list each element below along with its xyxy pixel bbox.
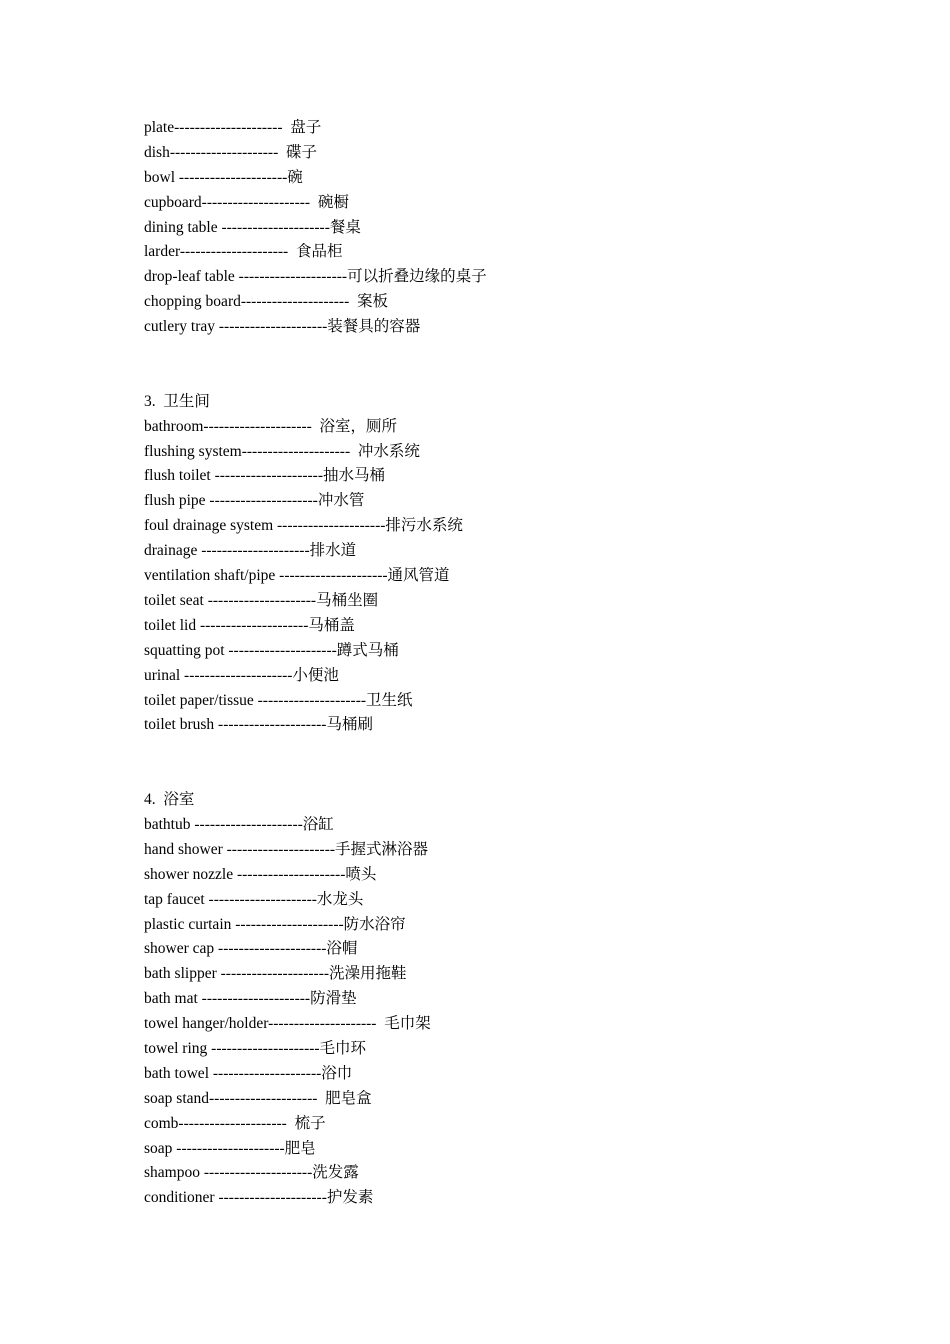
vocab-line-toilet-paper: toilet paper/tissue ---------------------卫生纸: [144, 691, 413, 709]
section-spacer: [144, 738, 904, 788]
vocab-line-drainage: drainage ---------------------排水道: [144, 542, 357, 560]
vocab-line-shampoo: shampoo ---------------------洗发露: [144, 1164, 359, 1182]
section-bathroom: [144, 788, 904, 1211]
vocab-line-squatting-pot: squatting pot ---------------------蹲式马桶: [144, 641, 399, 659]
vocab-line-plate: plate--------------------- 盘子: [144, 119, 322, 136]
vocab-line-bath-towel: bath towel ---------------------浴巾: [144, 1064, 353, 1082]
vocab-line-cupboard: cupboard--------------------- 碗橱: [144, 193, 349, 211]
vocab-line-larder: larder--------------------- 食品柜: [144, 243, 343, 261]
vocab-line-shower-nozzle: shower nozzle ---------------------喷头: [144, 865, 377, 883]
section-spacer: [144, 340, 904, 390]
section-kitchen-items: [144, 116, 904, 340]
vocab-line-flushing-system: flushing system--------------------- 冲水系统: [144, 442, 420, 460]
vocab-line-bath-mat: bath mat ---------------------防滑垫: [144, 990, 357, 1008]
vocab-line-foul-drainage-system: foul drainage system ---------------------排污水系统: [144, 517, 463, 535]
vocab-line-towel-hanger: towel hanger/holder--------------------- 毛巾架: [144, 1015, 431, 1033]
vocab-line-ventilation-shaft: ventilation shaft/pipe ---------------------通风管道: [144, 567, 450, 585]
vocab-line-flush-pipe: flush pipe ---------------------冲水管: [144, 492, 365, 510]
vocab-line-hand-shower: hand shower ---------------------手握式淋浴器: [144, 840, 429, 858]
section-heading: 4. 浴室: [144, 791, 195, 809]
vocab-line-shower-cap: shower cap ---------------------浴帽: [144, 940, 358, 958]
vocab-line-urinal: urinal ---------------------小便池: [144, 666, 339, 684]
vocab-line-comb: comb--------------------- 梳子: [144, 1114, 326, 1132]
section-heading: 3. 卫生间: [144, 392, 210, 410]
vocab-line-tap-faucet: tap faucet ---------------------水龙头: [144, 890, 364, 908]
vocab-line-bathtub: bathtub ---------------------浴缸: [144, 815, 334, 833]
vocab-line-dish: dish--------------------- 碟子: [144, 143, 317, 161]
vocab-line-toilet-lid: toilet lid ---------------------马桶盖: [144, 616, 355, 634]
vocab-line-bowl: bowl ---------------------碗: [144, 168, 303, 186]
vocab-line-bathroom: bathroom--------------------- 浴室，厕所: [144, 417, 398, 435]
vocab-line-towel-ring: towel ring ---------------------毛巾环: [144, 1039, 367, 1057]
vocab-line-bath-slipper: bath slipper ---------------------洗澡用拖鞋: [144, 965, 407, 983]
vocab-line-toilet-seat: toilet seat ---------------------马桶坐圈: [144, 591, 379, 609]
vocab-line-soap-stand: soap stand--------------------- 肥皂盒: [144, 1089, 372, 1107]
vocab-line-cutlery-tray: cutlery tray ---------------------装餐具的容器: [144, 318, 421, 336]
section-toilet: [144, 390, 904, 738]
vocab-line-drop-leaf-table: drop-leaf table ---------------------可以折叠边缘的桌子: [144, 268, 487, 286]
vocab-line-toilet-brush: toilet brush ---------------------马桶刷: [144, 716, 373, 734]
vocab-line-plastic-curtain: plastic curtain ---------------------防水浴帘: [144, 915, 406, 933]
vocab-line-soap: soap ---------------------肥皂: [144, 1139, 316, 1157]
vocab-line-conditioner: conditioner ---------------------护发素: [144, 1189, 374, 1207]
vocab-line-dining-table: dining table ---------------------餐桌: [144, 218, 361, 236]
vocab-line-flush-toilet: flush toilet ---------------------抽水马桶: [144, 467, 385, 485]
vocab-line-chopping-board: chopping board--------------------- 案板: [144, 293, 388, 311]
document-page: [144, 116, 904, 1211]
